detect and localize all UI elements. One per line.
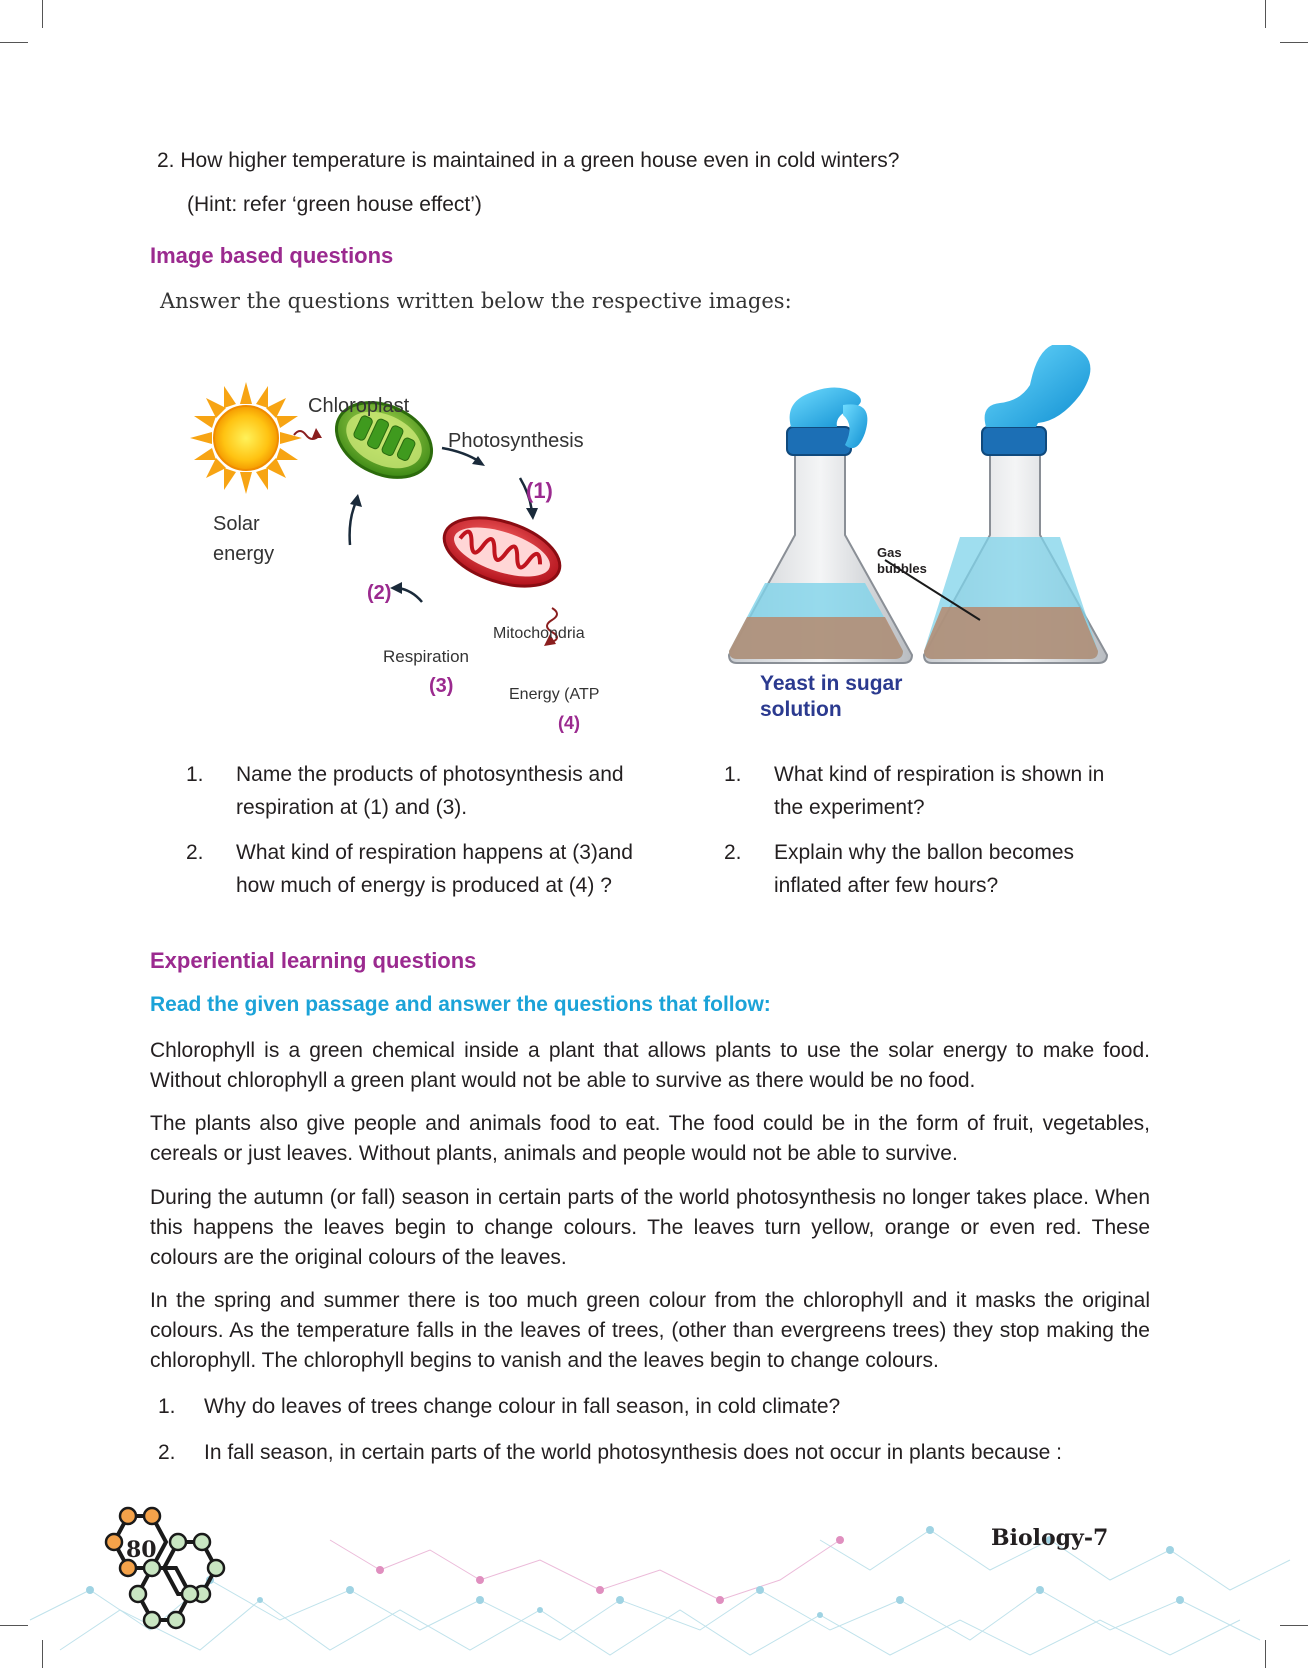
caption-yeast [760,671,902,723]
label-solar: Solar [213,513,260,535]
question-number: 2. [157,149,175,172]
passage-instruction: Read the given passage and answer the questions that follow: [150,993,771,1016]
flask-left-icon [729,387,912,663]
question-text: In fall season, in certain parts of the world photosynthesis does not occur in plants because : [204,1441,1062,1464]
question-line: respiration at (1) and (3). [236,796,468,819]
section-instruction: Answer the questions written below the respective images: [160,289,792,313]
label-photosynthesis: Photosynthesis [448,430,584,452]
flask-right-icon [924,345,1107,663]
question-text: How higher temperature is maintained in a green house even in cold winters? [180,149,900,172]
arrow-head [526,508,538,520]
question-number: 2. [186,841,204,864]
passage-paragraph-4: In the spring and summer there is too much green colour from the chlorophyll and it masks the original colours. As the temperature falls in the leaves of trees, (other than evergreens trees) they stop making the chlorophyll. The chlorophyll begins to vanish and the leaves begin to change colours. [150,1289,1150,1372]
passage-paragraph-2: The plants also give people and animals food to eat. The food could be in the form of fruit, vegetables, cereals or just leaves. Without plants, animals and people would not be able to survive. [150,1112,1150,1165]
label-chloroplast: Chloroplast [308,395,410,417]
question-line: how much of energy is produced at (4) ? [236,874,612,897]
question-number: 1. [158,1395,176,1418]
label-bubbles: bubbles [877,561,927,576]
question-line: What kind of respiration is shown in [774,763,1105,786]
crop-mark [42,0,43,28]
question-text: Why do leaves of trees change colour in fall season, in cold climate? [204,1395,841,1418]
page-number: 80 [126,1537,157,1563]
arrow-head [350,494,362,507]
question-line: inflated after few hours? [774,874,999,897]
question-number: 2. [158,1441,176,1464]
label-energy-atp: Energy (ATP [509,686,600,703]
arrow-up [350,502,356,545]
label-energy: energy [213,543,275,565]
passage-question-2 [158,1441,1062,1465]
crop-mark [1265,0,1266,28]
marker-2: (2) [367,582,392,604]
crop-mark [1280,42,1308,43]
arrow-head [312,428,322,438]
marker-3: (3) [429,675,454,697]
question-line: Explain why the ballon becomes [774,841,1075,864]
crop-mark [0,42,28,43]
label-gas-bubbles [877,545,927,577]
mitochondria-icon [436,505,569,599]
question-number: 1. [724,763,742,786]
arrow-head [390,582,402,594]
question-number: 2. [724,841,742,864]
passage-question-1 [158,1395,841,1419]
question-line: the experiment? [774,796,925,819]
question-greenhouse [157,149,899,173]
sun-icon [190,382,302,494]
marker-1: (1) [526,478,553,503]
question-line: Name the products of photosynthesis and [236,763,624,786]
label-respiration: Respiration [383,647,469,666]
label-gas: Gas [877,545,902,560]
marker-4: (4) [558,713,580,733]
yeast-balloon-experiment [725,345,1125,680]
passage-paragraph-3: During the autumn (or fall) season in certain parts of the world photosynthesis no longer takes place. When this happens the leaves begin to change colours. The leaves turn yellow, orange or even red. These colours are the original colours of the leaves. [150,1186,1150,1269]
question-number: 1. [186,763,204,786]
caption-line2: solution [760,698,842,721]
hexagon-logo-icon [90,1500,260,1640]
section-heading-image-based: Image based questions [150,243,394,268]
question-hint: (Hint: refer ‘green house effect’) [187,193,482,216]
question-line: What kind of respiration happens at (3)and [236,841,633,864]
section-heading-experiential: Experiential learning questions [150,948,477,973]
caption-line1: Yeast in sugar [760,672,903,695]
label-mitochondria: Mitochondria [493,625,585,642]
passage-paragraph-1: Chlorophyll is a green chemical inside a plant that allows plants to use the solar energy to make food. Without chlorophyll a green plant would not be able to survive as there would be no food. [150,1039,1150,1092]
book-title: Biology-7 [991,1525,1109,1551]
